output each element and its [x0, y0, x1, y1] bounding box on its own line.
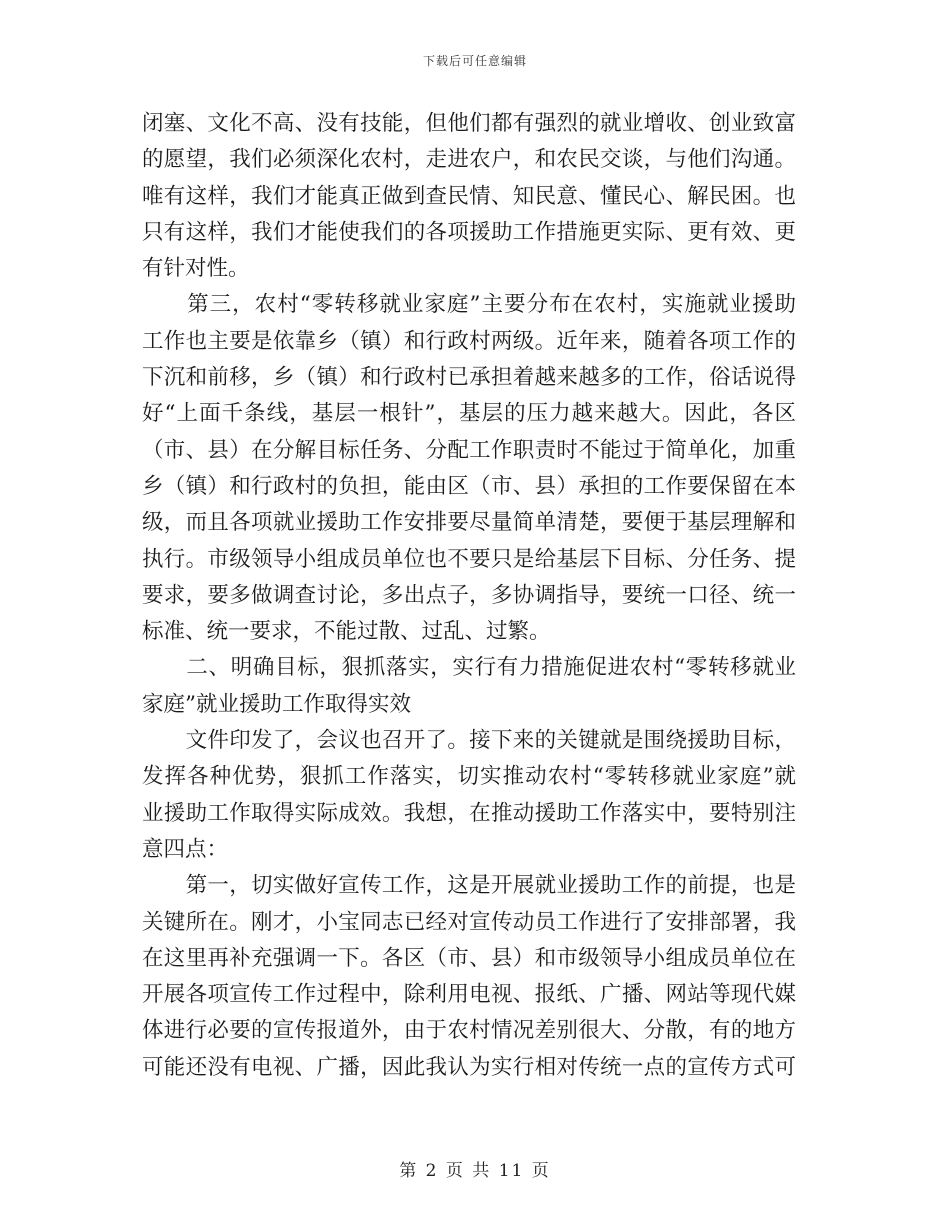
- text-line: 级，而且各项就业援助工作安排要尽量简单清楚，要便于基层理解和: [142, 510, 796, 536]
- text-line: 有针对性。: [142, 256, 250, 282]
- text-line: 闭塞、文化不高、没有技能，但他们都有强烈的就业增收、创业致富: [142, 111, 796, 136]
- text-line: 标准、统一要求，不能过散、过乱、过繁。: [142, 619, 551, 645]
- text-line: 意四点：: [142, 836, 229, 862]
- text-line: 只有这样，我们才能使我们的各项援助工作措施更实际、更有效、更: [142, 219, 796, 245]
- text-line: 乡（镇）和行政村的负担，能由区（市、县）承担的工作要保留在本: [142, 473, 796, 499]
- page-number-footer: 第 2 页 共 11 页: [399, 1161, 551, 1181]
- text-line: 家庭”就业援助工作取得实效: [142, 691, 411, 717]
- page-header-note: 下载后可任意编辑: [422, 54, 527, 68]
- text-line: 唯有这样，我们才能真正做到查民情、知民意、懂民心、解民困。也: [142, 183, 796, 209]
- text-line: 工作也主要是依靠乡（镇）和行政村两级。近年来，随着各项工作的: [142, 328, 796, 354]
- text-line: 可能还没有电视、广播，因此我认为实行相对传统一点的宣传方式可: [142, 1054, 796, 1080]
- text-line: 关键所在。刚才，小宝同志已经对宣传动员工作进行了安排部署，我: [142, 909, 796, 935]
- text-line: 在这里再补充强调一下。各区（市、县）和市级领导小组成员单位在: [142, 945, 796, 971]
- text-line: 要求，要多做调查讨论，多出点子，多协调指导，要统一口径、统一: [142, 582, 796, 608]
- text-line: 第三，农村“零转移就业家庭”主要分布在农村，实施就业援助: [142, 292, 796, 318]
- text-line: 的愿望，我们必须深化农村，走进农户，和农民交谈，与他们沟通。: [142, 147, 796, 173]
- text-line: 好“上面千条线，基层一根针”，基层的压力越来越大。因此，各区: [142, 401, 796, 427]
- text-line: （市、县）在分解目标任务、分配工作职责时不能过于简单化，加重: [142, 437, 796, 463]
- text-line: 发挥各种优势，狠抓工作落实，切实推动农村“零转移就业家庭”就: [142, 764, 796, 790]
- text-line: 业援助工作取得实际成效。我想，在推动援助工作落实中，要特别注: [142, 800, 796, 826]
- document-body: [142, 106, 796, 1086]
- text-line: 下沉和前移，乡（镇）和行政村已承担着越来越多的工作，俗话说得: [142, 365, 796, 391]
- text-line: 开展各项宣传工作过程中，除利用电视、报纸、广播、网站等现代媒: [142, 982, 796, 1008]
- text-line: 体进行必要的宣传报道外，由于农村情况差别很大、分散，有的地方: [142, 1018, 796, 1044]
- text-line: 第一，切实做好宣传工作，这是开展就业援助工作的前提，也是: [142, 873, 796, 899]
- text-line: 二、明确目标，狠抓落实，实行有力措施促进农村“零转移就业: [142, 655, 796, 681]
- text-line: 执行。市级领导小组成员单位也不要只是给基层下目标、分任务、提: [142, 546, 796, 572]
- text-line: 文件印发了，会议也召开了。接下来的关键就是围绕援助目标，: [142, 728, 796, 754]
